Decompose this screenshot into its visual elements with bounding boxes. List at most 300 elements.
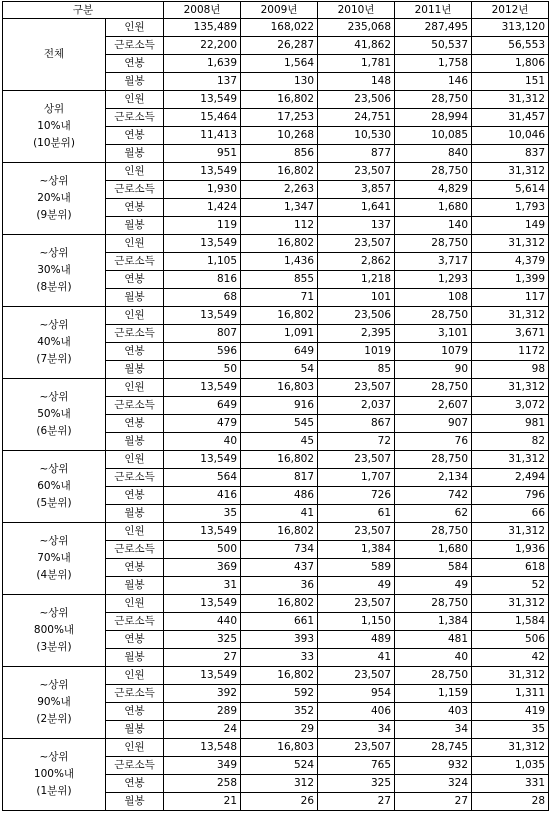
value-cell: 17,253 [241,109,318,127]
value-cell: 23,507 [318,451,395,469]
value-cell: 28,750 [395,667,472,685]
value-cell: 440 [164,613,241,631]
value-cell: 41 [241,505,318,523]
row-item-label: 인원 [106,667,164,685]
value-cell: 28,750 [395,91,472,109]
row-item-label: 월봉 [106,721,164,739]
value-cell: 392 [164,685,241,703]
group-label-line: 상위 [43,103,65,115]
value-cell: 13,549 [164,451,241,469]
group-label-line: 70%내 [37,552,71,564]
group-label [3,739,106,811]
value-cell: 4,379 [472,253,549,271]
value-cell: 1,035 [472,757,549,775]
value-cell: 27 [318,793,395,811]
year-header: 2012년 [472,2,549,19]
row-item-label: 연봉 [106,343,164,361]
value-cell: 1,105 [164,253,241,271]
header-row [3,2,549,19]
value-cell: 31,312 [472,235,549,253]
table-row [3,235,549,253]
group-label-line: ~상위 [39,247,69,259]
table-row [3,19,549,37]
value-cell: 16,802 [241,163,318,181]
value-cell: 21 [164,793,241,811]
value-cell: 31,312 [472,451,549,469]
row-item-label: 근로소득 [106,685,164,703]
row-item-label: 월봉 [106,505,164,523]
value-cell: 45 [241,433,318,451]
value-cell: 2,607 [395,397,472,415]
value-cell: 954 [318,685,395,703]
group-label-line: 100%내 [33,768,75,780]
value-cell: 506 [472,631,549,649]
value-cell: 36 [241,577,318,595]
value-cell: 807 [164,325,241,343]
value-cell: 312 [241,775,318,793]
value-cell: 117 [472,289,549,307]
value-cell: 1,384 [318,541,395,559]
value-cell: 28,750 [395,595,472,613]
value-cell: 742 [395,487,472,505]
value-cell: 28 [472,793,549,811]
row-item-label: 인원 [106,91,164,109]
row-item-label: 근로소득 [106,325,164,343]
value-cell: 1,436 [241,253,318,271]
value-cell: 52 [472,577,549,595]
group-label [3,451,106,523]
value-cell: 49 [318,577,395,595]
row-item-label: 연봉 [106,127,164,145]
row-item-label: 근로소득 [106,181,164,199]
value-cell: 13,549 [164,523,241,541]
row-item-label: 인원 [106,523,164,541]
value-cell: 2,494 [472,469,549,487]
value-cell: 981 [472,415,549,433]
row-item-label: 연봉 [106,199,164,217]
value-cell: 1,584 [472,613,549,631]
value-cell: 419 [472,703,549,721]
group-label-line: 60%내 [37,480,71,492]
value-cell: 28,750 [395,307,472,325]
group-label-line: ~상위 [39,175,69,187]
value-cell: 331 [472,775,549,793]
row-item-label: 근로소득 [106,757,164,775]
value-cell: 325 [318,775,395,793]
group-label-line: (3분위) [36,641,72,653]
value-cell: 23,507 [318,163,395,181]
value-cell: 406 [318,703,395,721]
value-cell: 16,803 [241,739,318,757]
value-cell: 479 [164,415,241,433]
year-header: 2010년 [318,2,395,19]
value-cell: 50,537 [395,37,472,55]
value-cell: 1,806 [472,55,549,73]
row-item-label: 월봉 [106,145,164,163]
category-header: 구분 [3,2,164,19]
value-cell: 13,549 [164,235,241,253]
row-item-label: 연봉 [106,55,164,73]
row-item-label: 연봉 [106,775,164,793]
value-cell: 486 [241,487,318,505]
row-item-label: 근로소득 [106,613,164,631]
value-cell: 1019 [318,343,395,361]
value-cell: 1,293 [395,271,472,289]
year-header: 2008년 [164,2,241,19]
value-cell: 1,781 [318,55,395,73]
row-item-label: 인원 [106,19,164,37]
value-cell: 15,464 [164,109,241,127]
group-label-line: ~상위 [39,607,69,619]
value-cell: 564 [164,469,241,487]
value-cell: 148 [318,73,395,91]
row-item-label: 근로소득 [106,397,164,415]
value-cell: 10,530 [318,127,395,145]
value-cell: 13,549 [164,667,241,685]
value-cell: 24 [164,721,241,739]
value-cell: 2,037 [318,397,395,415]
value-cell: 42 [472,649,549,667]
row-item-label: 인원 [106,163,164,181]
row-item-label: 근로소득 [106,253,164,271]
value-cell: 1,424 [164,199,241,217]
value-cell: 13,548 [164,739,241,757]
value-cell: 325 [164,631,241,649]
value-cell: 313,120 [472,19,549,37]
group-label-line: ~상위 [39,319,69,331]
value-cell: 90 [395,361,472,379]
group-label-line: 800%내 [33,624,75,636]
value-cell: 50 [164,361,241,379]
value-cell: 98 [472,361,549,379]
group-label-line: (2분위) [36,713,72,725]
value-cell: 481 [395,631,472,649]
value-cell: 816 [164,271,241,289]
row-item-label: 근로소득 [106,109,164,127]
value-cell: 23,507 [318,235,395,253]
value-cell: 855 [241,271,318,289]
value-cell: 56,553 [472,37,549,55]
value-cell: 3,072 [472,397,549,415]
group-label-line: (10분위) [33,137,75,149]
value-cell: 137 [318,217,395,235]
table-row [3,91,549,109]
value-cell: 40 [395,649,472,667]
group-label [3,163,106,235]
value-cell: 35 [472,721,549,739]
value-cell: 3,717 [395,253,472,271]
group-label [3,595,106,667]
group-label-line: 10%내 [37,120,71,132]
row-item-label: 월봉 [106,649,164,667]
value-cell: 817 [241,469,318,487]
value-cell: 349 [164,757,241,775]
year-header: 2011년 [395,2,472,19]
group-label-line: 50%내 [37,408,71,420]
value-cell: 28,745 [395,739,472,757]
value-cell: 289 [164,703,241,721]
value-cell: 40 [164,433,241,451]
value-cell: 130 [241,73,318,91]
value-cell: 649 [164,397,241,415]
row-item-label: 연봉 [106,271,164,289]
value-cell: 26 [241,793,318,811]
value-cell: 149 [472,217,549,235]
row-item-label: 월봉 [106,73,164,91]
table-row [3,523,549,541]
value-cell: 287,495 [395,19,472,37]
value-cell: 119 [164,217,241,235]
row-item-label: 인원 [106,379,164,397]
value-cell: 31,457 [472,109,549,127]
value-cell: 1,641 [318,199,395,217]
value-cell: 1,936 [472,541,549,559]
value-cell: 29 [241,721,318,739]
value-cell: 34 [318,721,395,739]
value-cell: 112 [241,217,318,235]
group-label-line: 40%내 [37,336,71,348]
value-cell: 489 [318,631,395,649]
value-cell: 24,751 [318,109,395,127]
value-cell: 34 [395,721,472,739]
value-cell: 235,068 [318,19,395,37]
row-item-label: 근로소득 [106,541,164,559]
row-item-label: 근로소득 [106,37,164,55]
value-cell: 592 [241,685,318,703]
group-label-line: (6분위) [36,425,72,437]
value-cell: 68 [164,289,241,307]
value-cell: 31,312 [472,307,549,325]
group-label-line: (8분위) [36,281,72,293]
value-cell: 135,489 [164,19,241,37]
value-cell: 28,750 [395,163,472,181]
value-cell: 23,506 [318,307,395,325]
row-item-label: 인원 [106,595,164,613]
value-cell: 5,614 [472,181,549,199]
value-cell: 31,312 [472,667,549,685]
value-cell: 1,758 [395,55,472,73]
value-cell: 85 [318,361,395,379]
group-label-line: 20%내 [37,192,71,204]
value-cell: 10,268 [241,127,318,145]
value-cell: 16,802 [241,523,318,541]
row-item-label: 인원 [106,307,164,325]
row-item-label: 월봉 [106,361,164,379]
value-cell: 31,312 [472,379,549,397]
value-cell: 22,200 [164,37,241,55]
value-cell: 72 [318,433,395,451]
value-cell: 23,507 [318,523,395,541]
row-item-label: 월봉 [106,289,164,307]
value-cell: 258 [164,775,241,793]
value-cell: 31,312 [472,91,549,109]
value-cell: 2,134 [395,469,472,487]
value-cell: 1,793 [472,199,549,217]
value-cell: 1,707 [318,469,395,487]
value-cell: 13,549 [164,595,241,613]
value-cell: 1,150 [318,613,395,631]
group-label-line: (7분위) [36,353,72,365]
value-cell: 16,802 [241,91,318,109]
value-cell: 41 [318,649,395,667]
value-cell: 1,159 [395,685,472,703]
row-item-label: 인원 [106,235,164,253]
value-cell: 856 [241,145,318,163]
value-cell: 71 [241,289,318,307]
value-cell: 10,046 [472,127,549,145]
value-cell: 877 [318,145,395,163]
row-item-label: 월봉 [106,433,164,451]
value-cell: 3,101 [395,325,472,343]
value-cell: 1,218 [318,271,395,289]
row-item-label: 연봉 [106,559,164,577]
group-label [3,667,106,739]
value-cell: 589 [318,559,395,577]
value-cell: 1,930 [164,181,241,199]
value-cell: 31,312 [472,523,549,541]
value-cell: 16,802 [241,595,318,613]
value-cell: 1,399 [472,271,549,289]
group-label-line: ~상위 [39,679,69,691]
table-row [3,451,549,469]
value-cell: 23,507 [318,595,395,613]
value-cell: 416 [164,487,241,505]
row-item-label: 연봉 [106,415,164,433]
group-label-line: ~상위 [39,463,69,475]
value-cell: 23,507 [318,739,395,757]
group-label [3,307,106,379]
value-cell: 41,862 [318,37,395,55]
value-cell: 27 [395,793,472,811]
value-cell: 13,549 [164,379,241,397]
value-cell: 62 [395,505,472,523]
value-cell: 16,803 [241,379,318,397]
value-cell: 13,549 [164,91,241,109]
value-cell: 403 [395,703,472,721]
value-cell: 66 [472,505,549,523]
value-cell: 1,564 [241,55,318,73]
value-cell: 916 [241,397,318,415]
value-cell: 1172 [472,343,549,361]
value-cell: 2,263 [241,181,318,199]
value-cell: 734 [241,541,318,559]
value-cell: 61 [318,505,395,523]
value-cell: 951 [164,145,241,163]
value-cell: 28,750 [395,379,472,397]
value-cell: 35 [164,505,241,523]
row-item-label: 연봉 [106,703,164,721]
value-cell: 649 [241,343,318,361]
value-cell: 796 [472,487,549,505]
value-cell: 101 [318,289,395,307]
value-cell: 661 [241,613,318,631]
value-cell: 31 [164,577,241,595]
row-item-label: 월봉 [106,793,164,811]
value-cell: 168,022 [241,19,318,37]
row-item-label: 근로소득 [106,469,164,487]
value-cell: 31,312 [472,739,549,757]
group-label-line: (5분위) [36,497,72,509]
value-cell: 49 [395,577,472,595]
value-cell: 28,750 [395,523,472,541]
group-label [3,235,106,307]
group-label [3,19,106,91]
value-cell: 352 [241,703,318,721]
value-cell: 1,680 [395,199,472,217]
value-cell: 31,312 [472,595,549,613]
value-cell: 16,802 [241,667,318,685]
value-cell: 16,802 [241,235,318,253]
group-label-line: ~상위 [39,535,69,547]
group-label [3,379,106,451]
group-label-line: (9분위) [36,209,72,221]
value-cell: 393 [241,631,318,649]
value-cell: 54 [241,361,318,379]
table-row [3,595,549,613]
income-decile-table [2,1,549,811]
row-item-label: 월봉 [106,217,164,235]
value-cell: 27 [164,649,241,667]
table-row [3,667,549,685]
value-cell: 584 [395,559,472,577]
value-cell: 1,680 [395,541,472,559]
value-cell: 765 [318,757,395,775]
year-header: 2009년 [241,2,318,19]
value-cell: 10,085 [395,127,472,145]
value-cell: 23,507 [318,667,395,685]
group-label [3,523,106,595]
value-cell: 1,311 [472,685,549,703]
value-cell: 1,347 [241,199,318,217]
group-label [3,91,106,163]
value-cell: 2,862 [318,253,395,271]
value-cell: 26,287 [241,37,318,55]
group-label-line: (4분위) [36,569,72,581]
value-cell: 16,802 [241,307,318,325]
value-cell: 867 [318,415,395,433]
value-cell: 140 [395,217,472,235]
value-cell: 13,549 [164,163,241,181]
table-body [3,19,549,811]
row-item-label: 연봉 [106,631,164,649]
value-cell: 907 [395,415,472,433]
value-cell: 545 [241,415,318,433]
value-cell: 23,506 [318,91,395,109]
row-item-label: 월봉 [106,577,164,595]
table-row [3,307,549,325]
value-cell: 31,312 [472,163,549,181]
table-header [3,2,549,19]
value-cell: 726 [318,487,395,505]
row-item-label: 연봉 [106,487,164,505]
value-cell: 4,829 [395,181,472,199]
group-label-line: 90%내 [37,696,71,708]
value-cell: 837 [472,145,549,163]
value-cell: 1,384 [395,613,472,631]
value-cell: 28,750 [395,451,472,469]
value-cell: 500 [164,541,241,559]
value-cell: 618 [472,559,549,577]
value-cell: 23,507 [318,379,395,397]
value-cell: 16,802 [241,451,318,469]
value-cell: 1,639 [164,55,241,73]
value-cell: 11,413 [164,127,241,145]
group-label-line: ~상위 [39,391,69,403]
value-cell: 840 [395,145,472,163]
value-cell: 28,994 [395,109,472,127]
row-item-label: 인원 [106,739,164,757]
value-cell: 524 [241,757,318,775]
